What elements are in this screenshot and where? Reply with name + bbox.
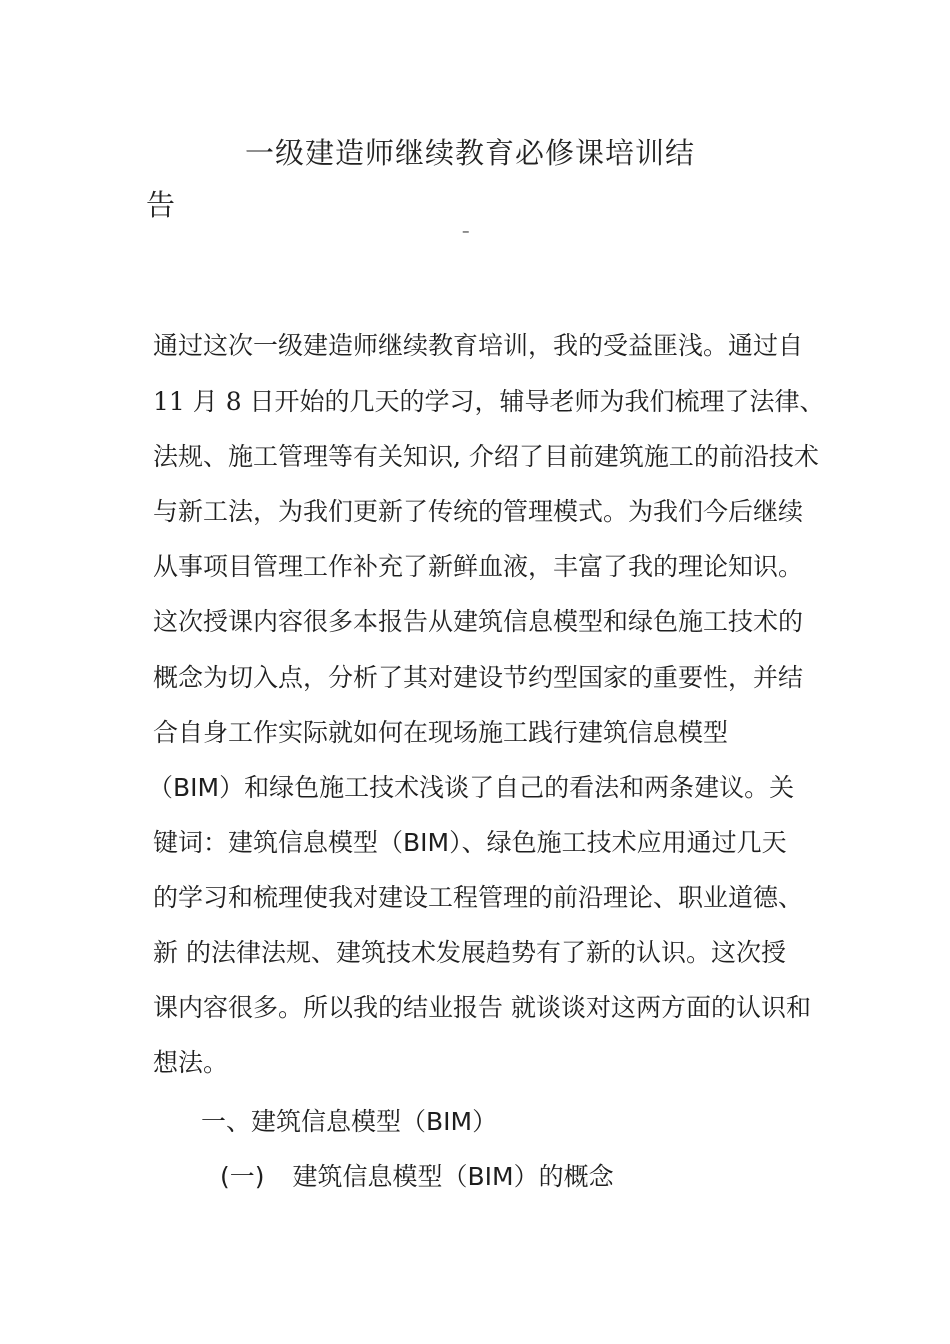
paragraph-line: 想法。 (153, 1048, 229, 1077)
section-heading-2-text: 建筑信息模型（BIM）的概念 (292, 1162, 614, 1191)
paragraph-line: 合自身工作实际就如何在现场施工践行建筑信息模型 (153, 718, 729, 747)
paragraph-line (153, 330, 803, 363)
paragraph-line-text: ，我的受益匪浅。通过自 (528, 331, 804, 360)
title-dash-mark: – (462, 222, 470, 240)
paragraph-line-text: 这次授课内容很多 (153, 607, 354, 636)
paragraph-line: 的学习和梳理使我对建设工程管理的前沿理论、职业道德、 (153, 883, 804, 912)
paragraph-line: 与新工法，为我们更新了传统的管理模式。为我们今后继续 (153, 497, 804, 526)
document-title-line-1: 一级建造师继续教育必修课培训结 (245, 136, 696, 170)
paragraph-line: 11 月 8 日开始的几天的学习，辅导老师为我们梳理了法律、 (153, 387, 825, 416)
paragraph-line: 概念为切入点，分析了其对建设节约型国家的重要性，并结 (153, 663, 804, 692)
paragraph-line: 键词：建筑信息模型（BIM）、绿色施工技术应用通过几天 (153, 828, 787, 857)
document-title-line-2: 告 (146, 188, 176, 222)
paragraph-line: （BIM）和绿色施工技术浅谈了自己的看法和两条建议。关 (148, 773, 795, 802)
paragraph-line-text: 通过这次一级建造师继续教育培训 (153, 331, 529, 360)
paragraph-line: 新 的法律法规、建筑技术发展趋势有了新的认识。这次授 (153, 938, 786, 967)
paragraph-line (153, 606, 803, 639)
paragraph-line: 法规、施工管理等有关知识, 介绍了目前建筑施工的前沿技术 (153, 442, 819, 471)
section-heading-1: 一、建筑信息模型（BIM） (201, 1107, 498, 1136)
section-heading-2 (220, 1157, 614, 1193)
paragraph-line: 从事项目管理工作补充了新鲜血液，丰富了我的理论知识。 (153, 552, 804, 581)
section-heading-2-number: (一) (220, 1162, 265, 1191)
paragraph-line-text: 本报告从建筑信息模型和绿色施工技术的 (353, 607, 804, 636)
paragraph-line: 课内容很多。所以我的结业报告 就谈谈对这两方面的认识和 (153, 993, 811, 1022)
